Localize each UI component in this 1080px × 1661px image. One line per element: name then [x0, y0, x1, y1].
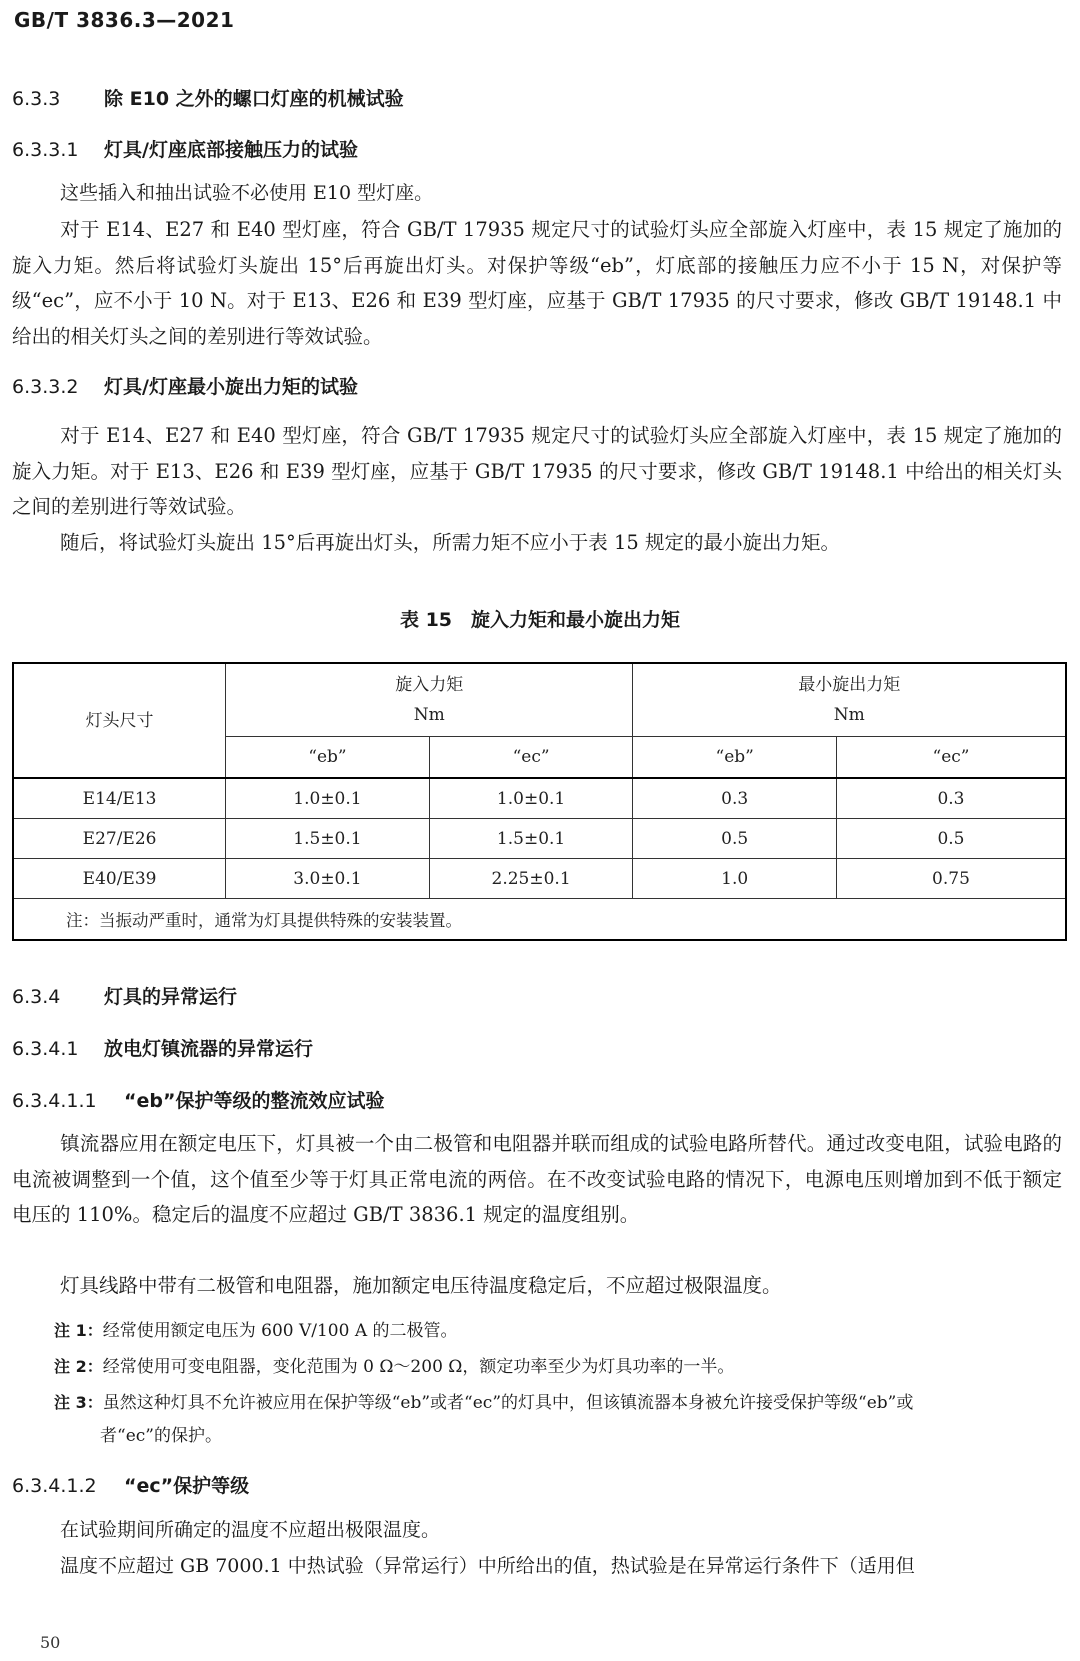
- section-6-3-3-heading: [12, 84, 404, 111]
- subheader-eb: “eb”: [226, 737, 430, 779]
- page-number: 50: [40, 1633, 61, 1652]
- table-cell: 1.0: [633, 859, 837, 899]
- standard-number-header: GB/T 3836.3—2021: [14, 8, 235, 32]
- paragraph-4: 随后，将试验灯头旋出 15°后再旋出灯头，所需力矩不应小于表 15 规定的最小旋出力矩。: [60, 531, 840, 554]
- table-cell: E14/E13: [13, 778, 226, 819]
- note-1: 注 1：经常使用额定电压为 600 V/100 A 的二极管。: [54, 1321, 458, 1341]
- subheader-ec: “ec”: [836, 737, 1066, 779]
- section-title: 灯具/灯座最小旋出力矩的试验: [104, 376, 358, 398]
- table-cell: 2.25±0.1: [429, 859, 633, 899]
- table-row: [13, 819, 1066, 859]
- paragraph-5: 镇流器应用在额定电压下，灯具被一个由二极管和电阻器并联而组成的试验电路所替代。通过改变电阻，试验电路的电流被调整到一个值，这个值至少等于灯具正常电流的两倍。在不改变试验电路的情况下，电源电压则增加到不低于额定电压的 110%。稳定后的温度不应超过 GB/T 3836.1 规定的温度组别。: [12, 1132, 1062, 1226]
- section-title: “ec”保护等级: [124, 1475, 250, 1497]
- table-cell: E40/E39: [13, 859, 226, 899]
- section-number: 6.3.3: [12, 88, 61, 110]
- note-2: 注 2：经常使用可变电阻器，变化范围为 0 Ω～200 Ω，额定功率至少为灯具功率的一半。: [54, 1357, 735, 1377]
- paragraph-1: 这些插入和抽出试验不必使用 E10 型灯座。: [60, 182, 434, 204]
- section-number: 6.3.4.1: [12, 1038, 79, 1060]
- header-lamp-cap-size: 灯头尺寸: [13, 663, 226, 778]
- section-6-3-4-heading: [12, 982, 237, 1009]
- table-cell: 1.5±0.1: [226, 819, 430, 859]
- torque-table: [12, 662, 1067, 941]
- section-title: 除 E10 之外的螺口灯座的机械试验: [104, 88, 404, 110]
- section-number: 6.3.4.1.2: [12, 1475, 97, 1497]
- table-cell: 1.0±0.1: [226, 778, 430, 819]
- section-6-3-4-1-heading: [12, 1034, 313, 1061]
- section-6-3-3-2-heading: [12, 372, 358, 399]
- section-title: 灯具的异常运行: [104, 986, 238, 1008]
- table-cell: E27/E26: [13, 819, 226, 859]
- section-number: 6.3.3.2: [12, 376, 79, 398]
- table-note: 注：当振动严重时，通常为灯具提供特殊的安装装置。: [13, 899, 1066, 941]
- table-cell: 0.5: [633, 819, 837, 859]
- section-6-3-3-1-heading: [12, 135, 358, 162]
- paragraph-7: 在试验期间所确定的温度不应超出极限温度。: [60, 1519, 441, 1541]
- table-row: [13, 859, 1066, 899]
- section-number: 6.3.3.1: [12, 139, 79, 161]
- table-cell: 1.5±0.1: [429, 819, 633, 859]
- note-3: 注 3：虽然这种灯具不允许被应用在保护等级“eb”或者“ec”的灯具中，但该镇流器本身被允许接受保护等级“eb”或: [54, 1393, 914, 1413]
- section-title: 灯具/灯座底部接触压力的试验: [104, 139, 358, 161]
- note-3-continuation: 者“ec”的保护。: [100, 1426, 222, 1446]
- table-cell: 1.0±0.1: [429, 778, 633, 819]
- section-6-3-4-1-2-heading: [12, 1471, 249, 1498]
- section-number: 6.3.4: [12, 986, 61, 1008]
- paragraph-3: 对于 E14、E27 和 E40 型灯座，符合 GB/T 17935 规定尺寸的试验灯头应全部旋入灯座中，表 15 规定了施加的旋入力矩。对于 E13、E26 和 E39 型灯座，应基于 GB/T 17935 的尺寸要求，修改 GB/T 19148.1 中给出的相关灯头之间的差别进行等效试验。: [12, 424, 1062, 518]
- table-cell: 3.0±0.1: [226, 859, 430, 899]
- section-6-3-4-1-1-heading: [12, 1086, 384, 1113]
- paragraph-2: 对于 E14、E27 和 E40 型灯座，符合 GB/T 17935 规定尺寸的试验灯头应全部旋入灯座中，表 15 规定了施加的旋入力矩。然后将试验灯头旋出 15°后再旋出灯头。对保护等级“eb”，灯底部的接触压力应不小于 15 N，对保护等级“ec”，应不小于 10 N。对于 E13、E26 和 E39 型灯座，应基于 GB/T 17935 的尺寸要求，修改 GB/T 19148.1 中给出的相关灯头之间的差别进行等效试验。: [12, 218, 1062, 348]
- paragraph-6: 灯具线路中带有二极管和电阻器，施加额定电压待温度稳定后，不应超过极限温度。: [60, 1274, 782, 1297]
- header-insertion-torque: 旋入力矩 Nm: [226, 663, 633, 737]
- table-caption: 表 15 旋入力矩和最小旋出力矩: [399, 609, 681, 631]
- table-cell: 0.5: [836, 819, 1066, 859]
- table-cell: 0.3: [633, 778, 837, 819]
- paragraph-8: 温度不应超过 GB 7000.1 中热试验（异常运行）中所给出的值，热试验是在异常运行条件下（适用但: [60, 1555, 915, 1577]
- table-row: [13, 778, 1066, 819]
- subheader-ec: “ec”: [429, 737, 633, 779]
- section-title: 放电灯镇流器的异常运行: [104, 1038, 314, 1060]
- table-cell: 0.3: [836, 778, 1066, 819]
- section-title: “eb”保护等级的整流效应试验: [124, 1090, 385, 1112]
- header-min-removal-torque: 最小旋出力矩 Nm: [633, 663, 1066, 737]
- table-cell: 0.75: [836, 859, 1066, 899]
- subheader-eb: “eb”: [633, 737, 837, 779]
- section-number: 6.3.4.1.1: [12, 1090, 97, 1112]
